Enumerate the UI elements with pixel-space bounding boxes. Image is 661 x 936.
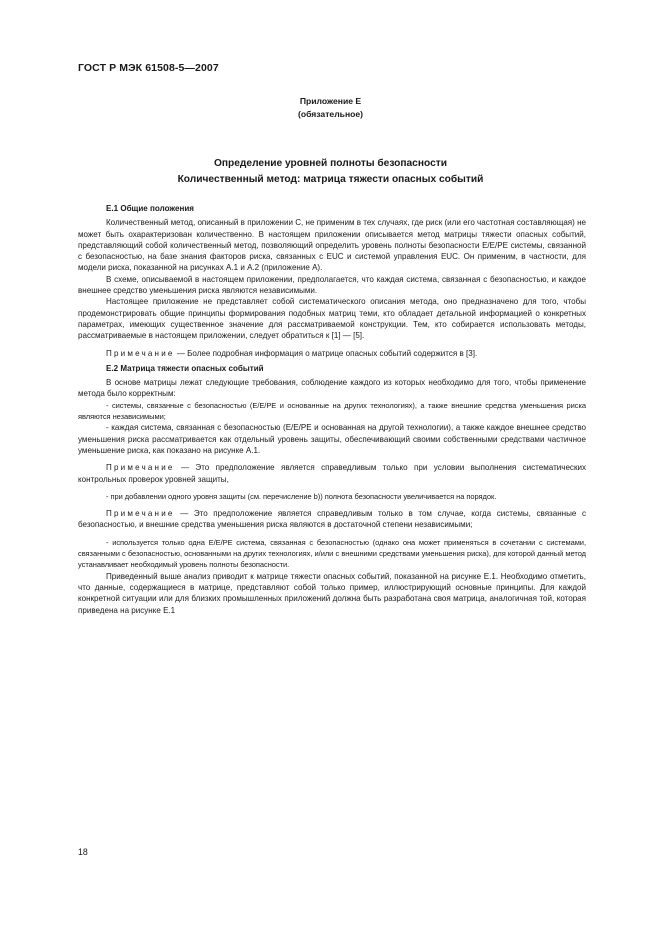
paragraph: В схеме, описываемой в настоящем приложении, предполагается, что каждая система, связанная с безопасностью, и каждое внешнее средство уменьшения риска являются независимыми. <box>78 274 586 296</box>
list-item: - системы, связанные с безопасностью (Е/Е/РЕ и основанные на других технологиях), а также внешние средства уменьшения риска являются независимыми; <box>78 400 586 422</box>
note-label: Примечание <box>106 463 175 473</box>
note-text: — Это предположение является справедливым только в том случае, когда системы, связанные с безопасностью, и внешние средства уменьшения риска являются в достаточной степени независимыми; <box>78 509 586 530</box>
paragraph: Приведенный выше анализ приводит к матрице тяжести опасных событий, показанной на рисунке Е.1. Необходимо отметить, что данные, содержащиеся в матрице, представляют собой только пример, иллюстрирующий основные принципы. Для каждой конкретной ситуации или для близких промышленных приложений должна быть разработана своя матрица, аналогичная той, которая приведена на рисунке Е.1 <box>78 571 586 615</box>
note <box>78 462 586 485</box>
note-label: Примечание <box>106 509 175 519</box>
list-item: - каждая система, связанная с безопасностью (Е/Е/РЕ и основанная на другой технологии), а также каждое внешнее средство уменьшения риска рассматривается как отдельный уровень защиты, обеспечивающий своими собственными средствами частичное уменьшение риска, как показано на рисунке А.1. <box>78 423 586 455</box>
note <box>78 508 586 531</box>
section-heading-e2: Е.2 Матрица тяжести опасных событий <box>106 363 264 373</box>
annex-title-line1: Определение уровней полноты безопасности <box>213 158 448 169</box>
document-body <box>78 203 586 616</box>
note <box>78 348 586 359</box>
page-number: 18 <box>78 847 88 857</box>
list-item: - используется только одна Е/Е/РЕ система, связанная с безопасностью (однако она может применяться в сочетании с системами, связанными с безопасностью, основанными на других технологиях, и/или с внешними средствами уменьшения риска), для которой данный метод устанавливает необходимый уровень полноты безопасности. <box>78 537 586 570</box>
list-item: - при добавлении одного уровня защиты (см. перечисление b)) полнота безопасности увеличивается на порядок. <box>106 491 497 501</box>
annex-title-line2: Количественный метод: матрица тяжести опасных событий <box>177 174 484 185</box>
annex-label: Приложение Е <box>299 96 362 106</box>
section-heading-e1: Е.1 Общие положения <box>106 204 194 213</box>
annex-status: (обязательное) <box>297 109 364 119</box>
note-text: — Это предположение является справедливым только при условии выполнения систематических контрольных проверок уровней защиты, <box>78 463 586 484</box>
paragraph: Настоящее приложение не представляет собой систематического описания метода, оно предназначено для того, чтобы продемонстрировать общие принципы формирования подобных матриц теми, кто обладает детальной информацией о конкретных параметрах, имеющих существенное значение для рассматриваемой конструкции. Тем, кто собирается использовать методы, рассматриваемые в настоящем приложении, следует обратиться к [1] — [5]. <box>78 297 586 341</box>
document-header: ГОСТ Р МЭК 61508-5—2007 <box>78 62 219 74</box>
note-text: — Более подробная информация о матрице опасных событий содержится в [3]. <box>176 348 478 358</box>
paragraph: Количественный метод, описанный в приложении С, не применим в тех случаях, где риск (или его частотная составляющая) не может быть охарактеризован количественно. В настоящем приложении описывается метод матрицы тяжести опасных событий, представляющий собой количественный метод, позволяющий определить уровень полноты безопасности Е/Е/РЕ системы, связанной с безопасностью, на базе знания факторов риска, связанных с EUC и системой управления EUC. Он применим, в частности, для модели риска, показанной на рисунках А.1 и А.2 (приложение А). <box>78 218 586 273</box>
note-label: Примечание <box>106 348 175 358</box>
paragraph: В основе матрицы лежат следующие требования, соблюдение каждого из которых необходимо для того, чтобы применение метода было корректным: <box>78 378 586 399</box>
